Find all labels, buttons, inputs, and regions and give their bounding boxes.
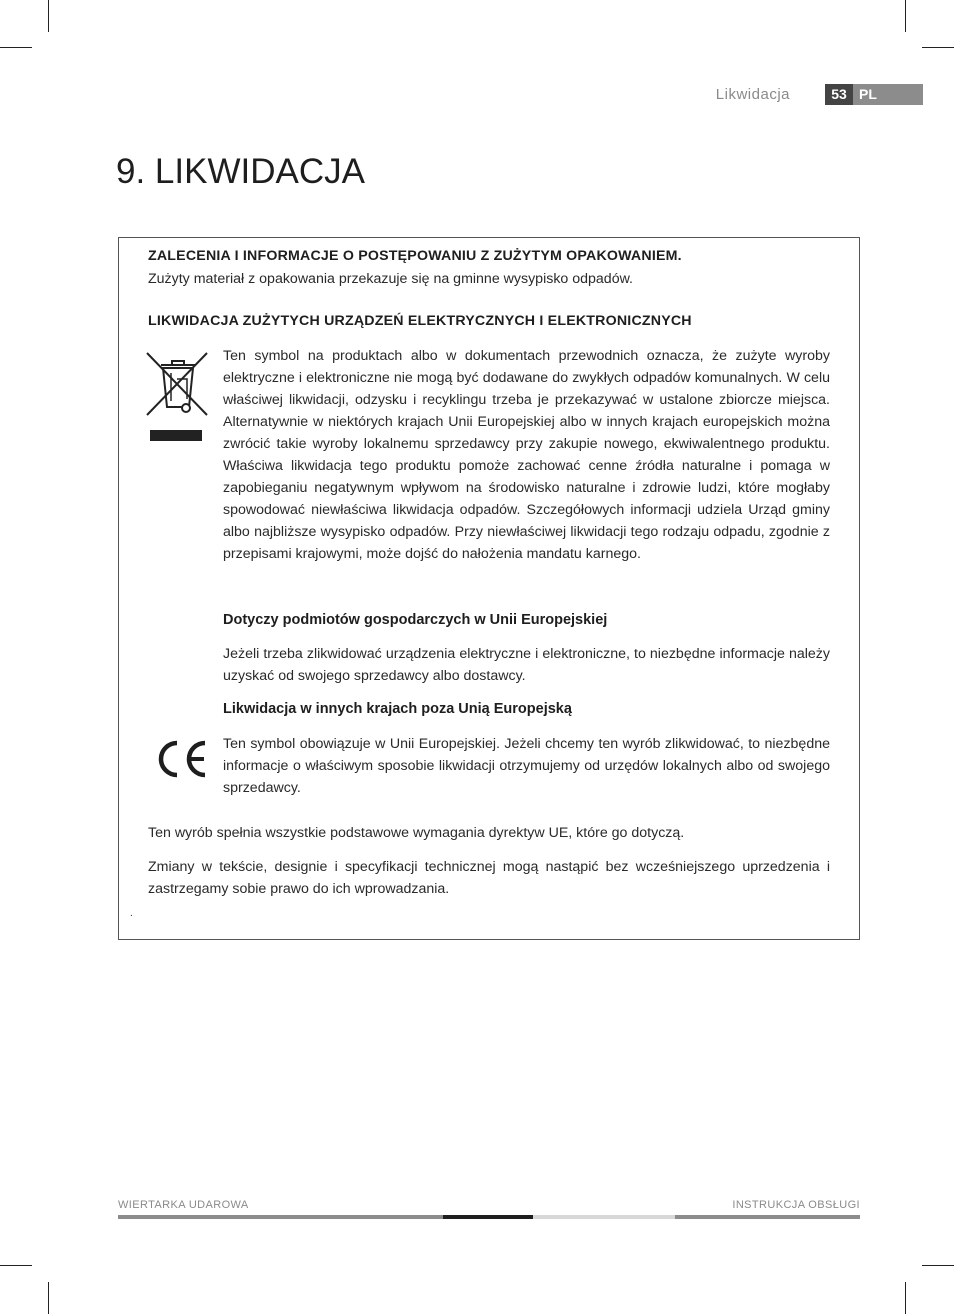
business-text: Jeżeli trzeba zlikwidować urządzenia elektryczne i elektroniczne, to niezbędne informacje należy uzyskać od swojego sprzedawcy albo dostawcy. [223,646,830,684]
footer-product-name: WIERTARKA UDAROWA [118,1199,249,1211]
crop-mark [905,1282,906,1314]
outside-eu-heading: Likwidacja w innych krajach poza Unią Europejską [223,701,572,717]
ce-mark-icon [153,738,209,780]
crop-mark [922,1265,954,1266]
packaging-heading: ZALECENIA I INFORMACJE O POSTĘPOWANIU Z ZUŻYTYM OPAKOWANIEM. [148,248,682,264]
crop-mark [922,47,954,48]
weee-text: Ten symbol na produktach albo w dokumentach przewodnich oznacza, że zużyte wyroby elektryczne i elektroniczne nie mogą być dodawane do zwykłych odpadów komunalnych. W celu właściwej likwidacji, odzysku i recyklingu trzeba je przekazywać w ustalone zbiorcze miejsca. Alternatywnie w niektórych krajach Unii Europejskiej albo w innych krajach europejskich można zwrócić takie wyroby lokalnemu sprzedawcy przy zakupie nowego, ekwiwalentnego produktu. Właściwa likwidacja tego produktu pomoże zachować cenne źródła naturalne i pomaga w zapobieganiu negatywnym wpływom na środowisko naturalne i zdrowie ludzi, które mogłaby spowodować niewłaściwa likwidacja odpadów. Szczegółowych informacji udziela Urząd gminy albo najbliższe wysypisko odpadów. Przy niewłaściwej likwidacji tego rodzaju odpadu, zgodnie z przepisami krajowymi, może dojść do nałożenia mandatu karnego. [223,348,830,562]
footer-bar-segment [533,1215,675,1219]
crop-mark [0,47,32,48]
crop-mark [48,1282,49,1314]
crop-mark [905,0,906,32]
footer-bar-segment [118,1215,443,1219]
business-heading: Dotyczy podmiotów gospodarczych w Unii Europejskiej [223,612,608,628]
footer-bar-segment [675,1215,860,1219]
weee-heading: LIKWIDACJA ZUŻYTYCH URZĄDZEŃ ELEKTRYCZNYCH I ELEKTRONICZNYCH [148,313,692,329]
outside-eu-text: Ten symbol obowiązuje w Unii Europejskiej. Jeżeli chcemy ten wyrób zlikwidować, to niezbędne informacje o właściwym sposobie likwidacji otrzymujemy od urzędów lokalnych albo od swojego sprzedawcy. [223,736,830,796]
language-badge: PL [853,84,923,105]
page-number: 53 [825,84,853,105]
page-title: 9. LIKWIDACJA [116,152,365,191]
header-section-label: Likwidacja [715,86,790,103]
crop-mark [48,0,49,32]
footer-manual-label: INSTRUKCJA OBSŁUGI [732,1199,860,1211]
crop-mark [0,1265,32,1266]
packaging-text: Zużyty materiał z opakowania przekazuje się na gminne wysypisko odpadów. [148,271,633,287]
changes-text: Zmiany w tekście, designie i specyfikacji technicznej mogą nastąpić bez wcześniejszego uprzedzenia i zastrzegamy sobie prawo do ich wprowadzania. [148,859,830,897]
footer-bar-segment [443,1215,533,1219]
stray-dot: . [130,908,133,919]
compliance-text: Ten wyrób spełnia wszystkie podstawowe wymagania dyrektyw UE, które go dotyczą. [148,825,685,841]
disposal-info-box [118,237,860,940]
crossed-out-wheelie-bin-icon [145,351,211,446]
